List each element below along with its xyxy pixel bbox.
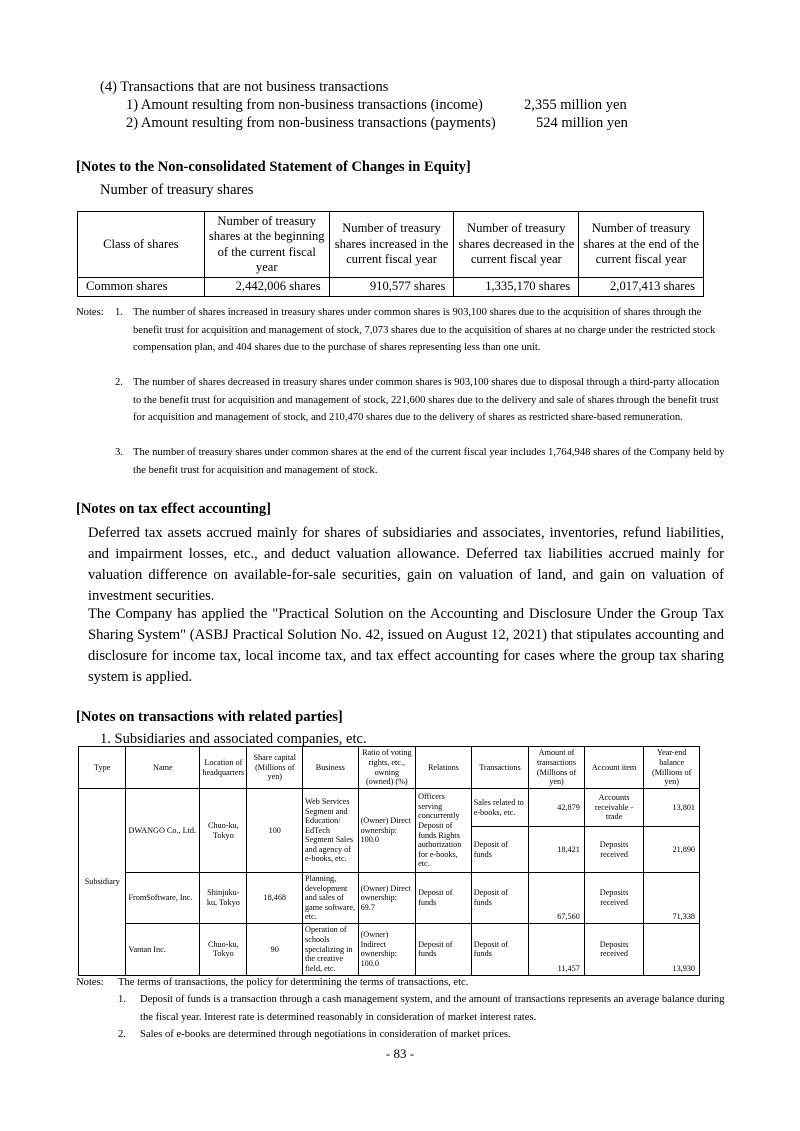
header-type: Type xyxy=(79,747,126,789)
page-number: - 83 - xyxy=(385,1046,415,1061)
cell-type: Subsidiary xyxy=(79,789,126,976)
cell-relations-vantan: Deposit of funds xyxy=(416,923,472,975)
cell-name-fromsoftware: FromSoftware, Inc. xyxy=(126,873,200,924)
section4-item2-value: 524 million yen xyxy=(536,115,628,131)
cell-tx2-dwango: Deposit of funds xyxy=(471,827,529,873)
section4-item1-label: 1) Amount resulting from non-business transactions (income) xyxy=(126,97,483,113)
cell-bal-vantan: 13,930 xyxy=(644,923,700,975)
header-location: Location of headquarters xyxy=(200,747,247,789)
header-business: Business xyxy=(303,747,359,789)
related-heading: [Notes on transactions with related parties] xyxy=(76,709,343,725)
related-note-2: Sales of e-books are determined through negotiations in consideration of market prices. xyxy=(140,1029,511,1040)
related-subheading: 1. Subsidiaries and associated companies, etc. xyxy=(100,731,367,747)
header-end: Number of treasury shares at the end of the current fiscal year xyxy=(579,212,704,278)
cell-business-dwango: Web Services Segment and Education/ EdTech Segment Sales and agency of e-books, etc. xyxy=(303,789,359,873)
cell-ratio-dwango: (Owner) Direct ownership: 100.0 xyxy=(358,789,416,873)
related-note-num: 1. xyxy=(118,994,126,1005)
cell-ratio-vantan: (Owner) Indirect ownership: 100.0 xyxy=(358,923,416,975)
cell-capital-fromsoftware: 18,468 xyxy=(247,873,303,924)
cell-end: 2,017,413 shares xyxy=(579,278,704,297)
cell-increased: 910,577 shares xyxy=(329,278,454,297)
cell-tx-fromsoftware: Deposit of funds xyxy=(471,873,529,924)
cell-name-vantan: Vantan Inc. xyxy=(126,923,200,975)
header-capital: Share capital (Millions of yen) xyxy=(247,747,303,789)
cell-name-dwango: DWANGO Co., Ltd. xyxy=(126,789,200,873)
header-relations: Relations xyxy=(416,747,472,789)
header-ratio: Ratio of voting rights, etc., owning (owned) (%) xyxy=(358,747,416,789)
equity-note-num: 3. xyxy=(115,447,123,458)
section4-heading: (4) Transactions that are not business transactions xyxy=(100,79,389,95)
header-beginning: Number of treasury shares at the beginning of the current fiscal year xyxy=(204,212,329,278)
cell-location-vantan: Chuo-ku, Tokyo xyxy=(200,923,247,975)
cell-bal1-dwango: 13,801 xyxy=(644,789,700,827)
equity-heading: [Notes to the Non-consolidated Statement of Changes in Equity] xyxy=(76,159,471,175)
related-parties-table xyxy=(78,746,700,976)
related-notes-intro: The terms of transactions, the policy for determining the terms of transactions, etc. xyxy=(118,977,469,988)
header-balance: Year-end balance (Millions of yen) xyxy=(644,747,700,789)
related-notes-label: Notes: xyxy=(76,977,104,988)
cell-acct-fromsoftware: Deposits received xyxy=(584,873,644,924)
cell-relations-fromsoftware: Deposit of funds xyxy=(416,873,472,924)
equity-notes-label: Notes: xyxy=(76,307,104,318)
cell-acct-vantan: Deposits received xyxy=(584,923,644,975)
header-class-of-shares: Class of shares xyxy=(78,212,205,278)
tax-heading: [Notes on tax effect accounting] xyxy=(76,501,271,517)
equity-note-num: 2. xyxy=(115,377,123,388)
table-row xyxy=(78,278,704,297)
cell-tx1-dwango: Sales related to e-books, etc. xyxy=(471,789,529,827)
header-account-item: Account item xyxy=(584,747,644,789)
header-increased: Number of treasury shares increased in the current fiscal year xyxy=(329,212,454,278)
cell-amt-fromsoftware: 67,560 xyxy=(529,873,585,924)
cell-amt1-dwango: 42,879 xyxy=(529,789,585,827)
equity-note-2: The number of shares decreased in treasury shares under common shares is 903,100 shares due to disposal through a third-party allocation to the benefit trust for acquisition and management of stock, 221,600 shares due to the delivery and sale of shares through the benefit trust for acquisition and management of stock, and 210,470 shares due to the delivery of shares as restricted share-based remuneration. xyxy=(133,377,720,423)
cell-relations-dwango: Officers serving concurrently Deposit of funds Rights authorization for e-books, etc. xyxy=(416,789,472,873)
cell-capital-vantan: 90 xyxy=(247,923,303,975)
header-transactions: Transactions xyxy=(471,747,529,789)
cell-bal-fromsoftware: 71,338 xyxy=(644,873,700,924)
table-row xyxy=(79,789,700,827)
header-amount: Amount of transactions (Millions of yen) xyxy=(529,747,585,789)
section4-item1-value: 2,355 million yen xyxy=(524,97,627,113)
cell-ratio-fromsoftware: (Owner) Direct ownership: 69.7 xyxy=(358,873,416,924)
equity-note-num: 1. xyxy=(115,307,123,318)
table-row xyxy=(79,873,700,924)
related-note-1: Deposit of funds is a transaction through a cash management system, and the amount of transactions represents an average balance during the fiscal year. Interest rate is determined reasonably in consideration of market interest rates. xyxy=(140,994,725,1023)
cell-acct1-dwango: Accounts receivable - trade xyxy=(584,789,644,827)
section4-item2-label: 2) Amount resulting from non-business transactions (payments) xyxy=(126,115,496,131)
tax-para-2: The Company has applied the "Practical Solution on the Accounting and Disclosure Under the Group Tax Sharing System" (ASBJ Practical Solution No. 42, issued on August 12, 2021) that stipulates accounting and disclosure for income tax, local income tax, and tax effect accounting for cases where the group tax sharing system is applied. xyxy=(88,606,724,685)
table-row xyxy=(79,923,700,975)
tax-para-1: Deferred tax assets accrued mainly for shares of subsidiaries and associates, inventories, refund liabilities, and impairment losses, etc., and deduct valuation allowance. Deferred tax liabilities accrued mainly for valuation difference on available-for-sale securities, gain on valuation of land, and gain on valuation of investment securities. xyxy=(88,525,724,604)
header-decreased: Number of treasury shares decreased in the current fiscal year xyxy=(454,212,579,278)
cell-class: Common shares xyxy=(78,278,205,297)
cell-tx-vantan: Deposit of funds xyxy=(471,923,529,975)
cell-location-dwango: Chuo-ku, Tokyo xyxy=(200,789,247,873)
header-name: Name xyxy=(126,747,200,789)
equity-note-1: The number of shares increased in treasury shares under common shares is 903,100 shares due to the acquisition of shares through the benefit trust for acquisition and management of stock, 7,073 shares due to the acquisition of shares at no charge under the restricted stock compensation plan, and 404 shares due to the purchase of shares representing less than one unit. xyxy=(133,307,716,353)
related-note-num: 2. xyxy=(118,1029,126,1040)
treasury-shares-table xyxy=(77,211,704,297)
cell-amt-vantan: 11,457 xyxy=(529,923,585,975)
cell-bal2-dwango: 21,890 xyxy=(644,827,700,873)
equity-subheading: Number of treasury shares xyxy=(100,182,254,198)
cell-location-fromsoftware: Shinjuku-ku, Tokyo xyxy=(200,873,247,924)
cell-amt2-dwango: 18,421 xyxy=(529,827,585,873)
cell-business-fromsoftware: Planning, development and sales of game software, etc. xyxy=(303,873,359,924)
cell-decreased: 1,335,170 shares xyxy=(454,278,579,297)
cell-beginning: 2,442,006 shares xyxy=(204,278,329,297)
cell-business-vantan: Operation of schools specializing in the creative field, etc. xyxy=(303,923,359,975)
cell-capital-dwango: 100 xyxy=(247,789,303,873)
equity-note-3: The number of treasury shares under common shares at the end of the current fiscal year includes 1,764,948 shares of the Company held by the benefit trust for acquisition and management of stock. xyxy=(133,447,725,476)
cell-acct2-dwango: Deposits received xyxy=(584,827,644,873)
